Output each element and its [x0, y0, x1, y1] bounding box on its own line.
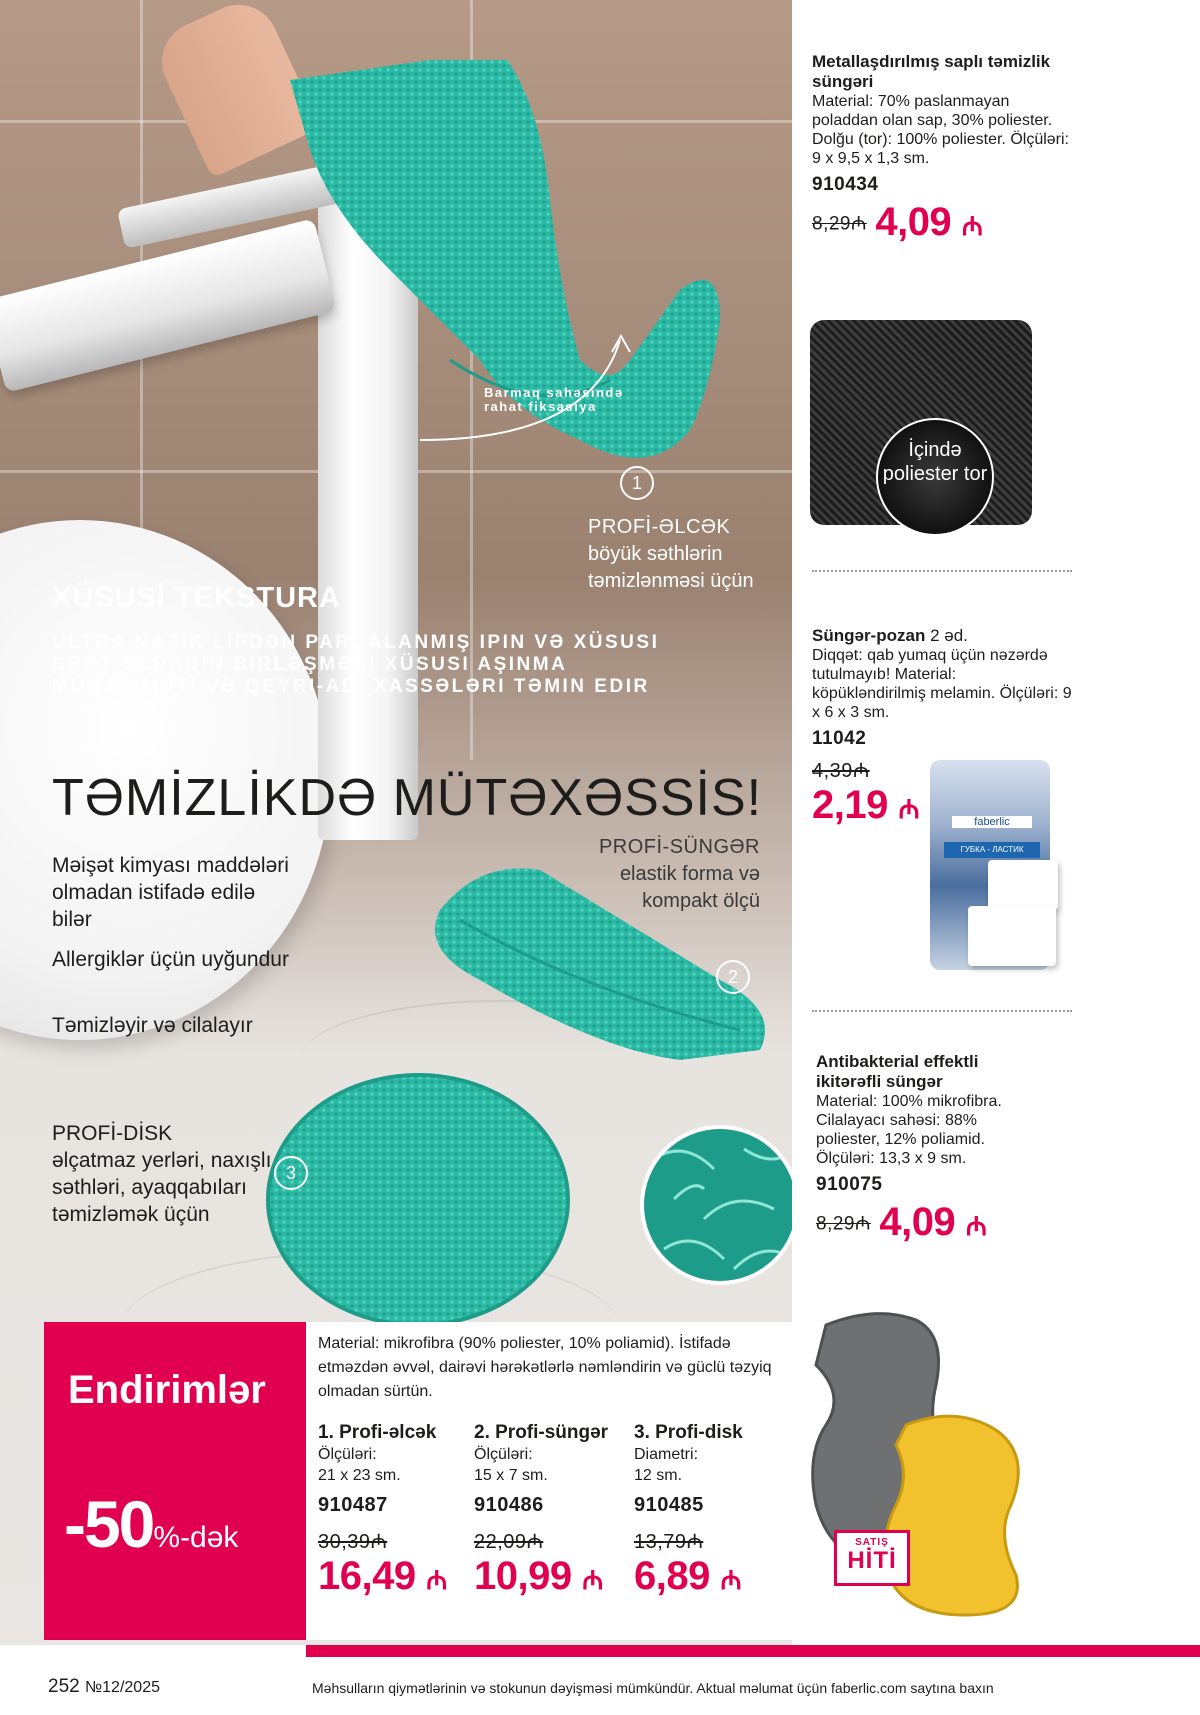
double-sided-sponge-image [796, 1305, 1036, 1620]
product-code: 910485 [634, 1494, 704, 1516]
right-product-column [792, 0, 1200, 1645]
product-card[interactable] [816, 1052, 1036, 1245]
callout-disk-text: əlçatmaz yerləri, naxışlı səthləri, ayaqqabıları təmizləmək üçün [52, 1149, 272, 1226]
currency-icon: ₼ [965, 1211, 987, 1241]
currency-icon: ₼ [370, 1531, 388, 1553]
discount-label: Endirimlər [68, 1368, 266, 1412]
currency-icon: ₼ [426, 1565, 447, 1595]
benefit-item: Məişət kimyası maddələri olmadan istifadə edilə bilər [52, 854, 289, 931]
new-price [634, 1554, 794, 1599]
old-price [634, 1527, 794, 1554]
product-code: 910075 [816, 1174, 883, 1195]
product-card[interactable] [474, 1422, 634, 1599]
product-dims-label: Ölçüləri: [474, 1446, 533, 1463]
page-number-value: 252 [48, 1676, 80, 1697]
product-dims-label: Diametri: [634, 1446, 699, 1463]
product-code: 910487 [318, 1494, 388, 1516]
melamine-block-image [988, 860, 1058, 910]
new-price [879, 1200, 986, 1244]
issue-number: №12/2025 [84, 1679, 160, 1696]
product-description: Material: 100% mikrofibra. Cilalayacı sahəsi: 88% poliester, 12% poliamid. Ölçüləri: 13,3 x 9 sm. [816, 1093, 1002, 1167]
old-price-value: 8,29 [812, 213, 851, 235]
currency-icon: ₼ [582, 1565, 603, 1595]
callout-sponge-title: PROFİ-SÜNGƏR [598, 836, 760, 858]
callout-mitt-text: böyük səthlərin təmizlənməsi üçün [588, 543, 754, 592]
bestseller-badge [834, 1530, 910, 1586]
currency-icon: ₼ [850, 213, 867, 235]
product-code: 910434 [812, 174, 879, 195]
callout-sponge-text: elastik forma və kompakt ölçü [619, 863, 760, 912]
product-code: 910486 [474, 1494, 544, 1516]
callout-number-2: 2 [716, 960, 750, 994]
old-price-value: 8,29 [816, 1213, 855, 1235]
currency-icon: ₼ [686, 1531, 704, 1553]
product-description: Diqqət: qab yumaq üçün nəzərdə tutulmayıb! Material: köpükləndirilmiş melamin. Ölçüləri: 9 x 6 x 3 sm. [812, 647, 1072, 721]
old-price-value: 22,09 [474, 1531, 527, 1553]
product-card[interactable] [318, 1422, 478, 1599]
footer-accent-line [44, 1645, 1200, 1657]
product-dims: 15 x 7 sm. [474, 1467, 548, 1484]
benefit-item: Təmizləyir və cilalayır [52, 1014, 253, 1037]
currency-icon: ₼ [526, 1531, 544, 1553]
callout-mitt-title: PROFİ-ƏLCƏK [588, 516, 731, 538]
new-price-value: 10,99 [474, 1554, 572, 1598]
product-name: Süngər-pozan [812, 626, 926, 645]
product-dims: 12 sm. [634, 1467, 683, 1484]
profi-set-panel [306, 1322, 792, 1640]
old-price-value: 13,79 [634, 1531, 687, 1553]
currency-icon: ₼ [854, 1213, 871, 1235]
discount-percent [64, 1486, 238, 1562]
benefit-item: Allergiklər üçün uyğundur [52, 948, 289, 971]
new-price [875, 200, 982, 244]
callout-number-3: 3 [274, 1156, 308, 1190]
new-price-value: 16,49 [318, 1554, 416, 1598]
callout-disk [52, 1120, 292, 1228]
product-card[interactable] [634, 1422, 794, 1599]
texture-zoom-image [640, 1125, 792, 1285]
page-title: TƏMİZLİKDƏ MÜTƏXƏSSİS! [52, 769, 763, 827]
old-price [474, 1527, 634, 1554]
bestseller-badge-bottom: HİTİ [847, 1547, 897, 1574]
new-price-value: 2,19 [812, 783, 888, 827]
new-price-value: 4,09 [875, 200, 952, 244]
product-card[interactable] [812, 52, 1072, 245]
callout-sponge [560, 834, 760, 915]
product-name: 2. Profi-süngər [474, 1422, 609, 1443]
price-row [812, 200, 1072, 245]
profi-disk-image [258, 1060, 588, 1340]
old-price-value: 4,39 [812, 760, 853, 782]
product-name: 3. Profi-disk [634, 1422, 743, 1443]
discount-badge [44, 1322, 306, 1640]
bestseller-badge-top: SATIŞ [855, 1537, 889, 1548]
footer-line-gap [44, 1645, 306, 1657]
texture-text: ULTRA NAZIK LIFDƏN PARÇALANMIŞ IPIN VƏ XÜSUSI SƏRT SKRABIN BIRLƏŞMƏSI XÜSUSI AŞINMA MÜQAVIMƏTI VƏ QEYRI-ADI XASSƏLƏRI TƏMIN EDIR [52, 632, 660, 697]
curved-arrow-icon [400, 330, 660, 450]
old-price [812, 214, 867, 235]
pack-band: ГУБКА - ЛАСТИК [944, 842, 1040, 858]
dotted-divider [812, 1010, 1072, 1012]
product-name: Metallaşdırılmış saplı təmizlik süngəri [812, 52, 1051, 91]
currency-icon: ₼ [898, 794, 920, 824]
callout-mitt [588, 514, 778, 595]
dotted-divider [812, 570, 1072, 572]
product-dims: 21 x 23 sm. [318, 1467, 401, 1484]
price-row [816, 1200, 1036, 1245]
currency-icon: ₼ [852, 760, 870, 782]
texture-title: XÜSUSİ TEKSTURA [52, 582, 341, 614]
mesh-sponge-image [810, 320, 1032, 525]
product-name-row [812, 626, 1072, 646]
currency-icon: ₼ [961, 211, 983, 241]
page-number [48, 1676, 160, 1698]
product-dims-label: Ölçüləri: [318, 1446, 377, 1463]
footer-disclaimer: Məhsulların qiymətlərinin və stokunun dəyişməsi mümkündür. Aktual məlumat üçün faberlic.com saytına baxın [312, 1680, 994, 1696]
currency-icon: ₼ [720, 1565, 742, 1595]
profi-set-description: Material: mikrofibra (90% poliester, 10% poliamid). İstifadə etməzdən əvvəl, dairəvi hərəkətlərlə nəmləndirin və güclü təzyiq olmadan sürtün. [318, 1335, 772, 1400]
product-name: Antibakterial effektli ikitərəfli süngər [816, 1052, 979, 1091]
old-price [816, 1214, 871, 1235]
product-code: 11042 [812, 728, 867, 749]
product-name: 1. Profi-əlcək [318, 1422, 437, 1443]
mesh-badge: İçində poliester tor [876, 418, 994, 536]
new-price-value: 4,09 [879, 1200, 956, 1244]
discount-percent-suffix: %-dək [153, 1521, 239, 1554]
discount-percent-value: -50 [64, 1487, 154, 1561]
callout-disk-title: PROFİ-DİSK [52, 1122, 173, 1145]
pack-brand: faberlic [952, 816, 1032, 828]
callout-number-1: 1 [620, 466, 654, 500]
product-description: Material: 70% paslanmayan poladdan olan sap, 30% poliester. Dolğu (tor): 100% poliester. Ölçüləri: 9 x 9,5 x 1,3 sm. [812, 93, 1069, 167]
finger-fixation-note: Barmaq sahəsində rahat fiksasiya [484, 385, 624, 414]
new-price [474, 1554, 634, 1599]
old-price-value: 30,39 [318, 1531, 371, 1553]
product-qty: 2 əd. [925, 626, 968, 645]
old-price [318, 1527, 478, 1554]
new-price [318, 1554, 478, 1599]
melamine-block-image [968, 906, 1056, 966]
new-price-value: 6,89 [634, 1554, 710, 1598]
